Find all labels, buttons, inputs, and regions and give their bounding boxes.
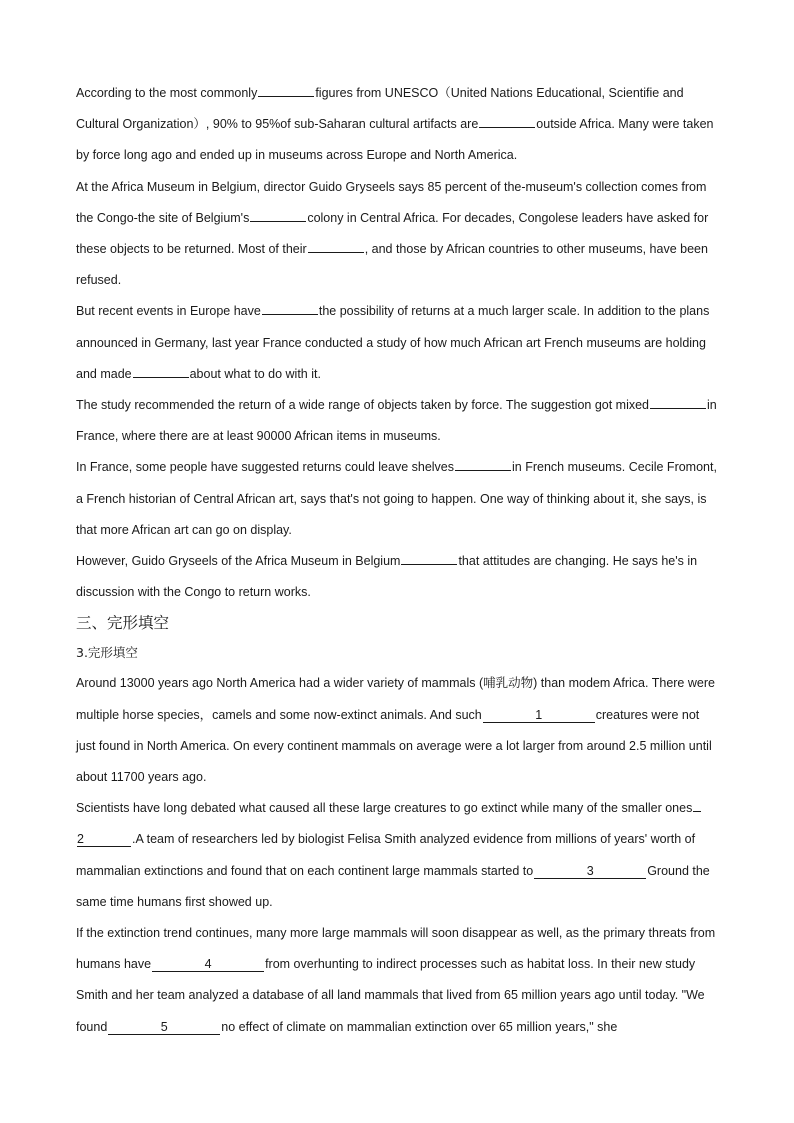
text: Around 13000 years ago North America had a wider variety of mammals (	[76, 676, 484, 691]
paragraph	[76, 667, 722, 793]
text: Ground the same time humans first showed up.	[76, 863, 710, 909]
text: about what to do with it.	[189, 366, 321, 381]
numbered-blank: 1	[483, 708, 595, 723]
section-title: 三、完形填空	[76, 614, 170, 633]
text: outside Africa. Many were taken by force long ago and ended up in museums across Europe and North America.	[76, 117, 714, 163]
text: But recent events in Europe have	[76, 304, 261, 319]
text: However, Guido Gryseels of the Africa Museum in Belgium	[76, 554, 401, 569]
answer-blank	[308, 241, 364, 253]
numbered-blank: 4	[152, 957, 264, 972]
text: in French museums. Cecile Fromont, a French historian of Central African art, says that's not going to happen. One way of thinking about it, she says, is that more African art can go on display.	[76, 460, 717, 537]
text: creatures were not just found in North America. On every continent mammals on average were a lot larger from around 2.5 million until about 11700 years ago.	[76, 707, 712, 785]
chinese-gloss: 哺乳动物	[483, 675, 534, 691]
text: , and those by African countries to other museums, have been refused.	[76, 242, 708, 288]
paragraph	[76, 296, 722, 390]
answer-blank	[401, 553, 457, 565]
answer-blank	[455, 459, 511, 471]
text: According to the most commonly	[76, 86, 258, 100]
text: Scientists have long debated what caused all these large creatures to go extinct while many of the smaller ones	[76, 801, 693, 816]
numbered-blank: 3	[534, 864, 646, 879]
answer-blank	[262, 303, 318, 315]
paragraph	[76, 172, 722, 297]
text: ) than modem Africa. There were multiple horse species，camels and some now-extinct animals. And such	[76, 676, 715, 722]
text: the possibility of returns at a much larger scale. In addition to the plans announced in Germany, last year France conducted a study of how much African art French museums are holding and made	[76, 304, 710, 381]
numbered-blank: 5	[108, 1020, 220, 1035]
paragraph	[76, 390, 722, 452]
document-content	[76, 78, 722, 1043]
answer-blank	[650, 397, 706, 409]
paragraph	[76, 452, 722, 546]
answer-blank	[258, 85, 314, 97]
text: If the extinction trend continues, many more large mammals will soon disappear as well, as the primary threats from humans have	[76, 926, 716, 972]
answer-blank	[133, 366, 189, 378]
paragraph	[76, 793, 722, 918]
paragraph	[76, 918, 722, 1043]
numbered-blank: 2	[77, 832, 131, 847]
text: At the Africa Museum in Belgium, director Guido Gryseels says 85 percent of the-museum's collection comes from the Congo-the site of Belgium's	[76, 179, 707, 225]
text: in France, where there are at least 90000 African items in museums.	[76, 398, 717, 444]
text: that attitudes are changing. He says he's in discussion with the Congo to return works.	[76, 554, 698, 600]
paragraph	[76, 78, 722, 172]
text: .A team of researchers led by biologist Felisa Smith analyzed evidence from millions of years' worth of mammalian extinctions and found that on each continent large mammals started to	[76, 832, 696, 878]
text: In France, some people have suggested returns could leave shelves	[76, 460, 455, 475]
answer-blank	[250, 210, 306, 222]
text: colony in Central Africa. For decades, Congolese leaders have asked for these objects to be returned. Most of their	[76, 210, 709, 257]
numbered-blank-start	[693, 811, 701, 812]
text: from overhunting to indirect processes such as habitat loss. In their new study Smith and her team analyzed a database of all land mammals that lived from 65 million years ago until today. "We found	[76, 957, 705, 1034]
paragraph	[76, 546, 722, 608]
text: The study recommended the return of a wide range of objects taken by force. The suggestion got mixed	[76, 398, 650, 413]
question-title: 3.完形填空	[76, 645, 138, 661]
text: no effect of climate on mammalian extinction over 65 million years," she	[221, 1019, 618, 1034]
text: figures from UNESCO（United Nations Educational, Scientifie and Cultural Organization）, 90% to 95%of sub-Saharan cultural artifacts are	[76, 86, 684, 132]
answer-blank	[479, 116, 535, 128]
